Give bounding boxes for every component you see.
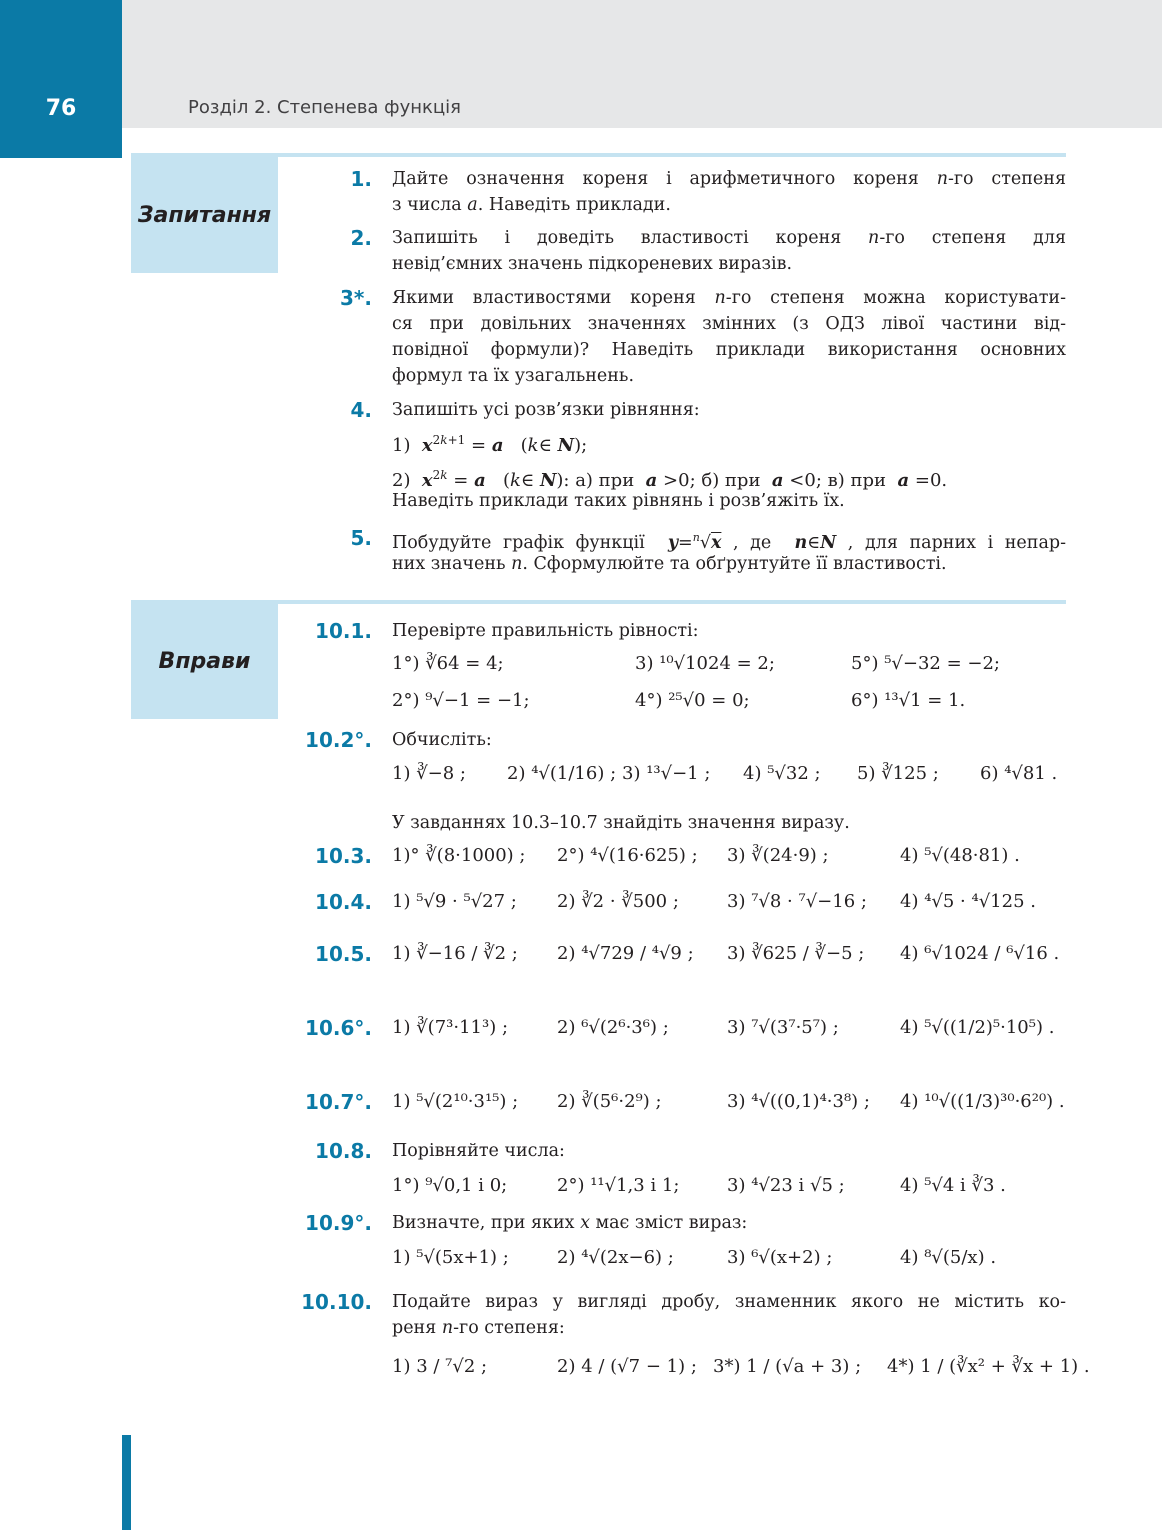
question-line: них значень n. Сформулюйте та обґрунтуйте її властивості.	[392, 554, 947, 574]
exercise-item: 6°) ¹³√1 = 1.	[851, 690, 966, 711]
exercise-item: 1) ∛(7³·11³) ;	[392, 1017, 509, 1038]
exercise-text: Порівняйте числа:	[392, 1141, 565, 1161]
exercise-number: 10.9°.	[305, 1211, 372, 1235]
exercise-item: 1) ⁵√(5x+1) ;	[392, 1247, 509, 1268]
running-head: Розділ 2. Степенева функція	[188, 97, 461, 118]
exercise-item: 3) ⁷√8 · ⁷√−16 ;	[727, 891, 867, 912]
exercise-item: 1°) ⁹√0,1 і 0;	[392, 1175, 508, 1196]
exercise-item: 3) ⁴√23 і √5 ;	[727, 1175, 845, 1196]
question-line: повідної формули)? Наведіть приклади використання основних	[392, 340, 1066, 360]
exercise-item: 2) ⁴√(2x−6) ;	[557, 1247, 674, 1268]
question-line: формул та їх узагальнень.	[392, 366, 635, 386]
header-band	[0, 0, 1162, 128]
exercise-item: 3) ¹³√−1 ;	[622, 763, 711, 784]
exercise-number: 10.1.	[315, 619, 372, 643]
exercise-item: 1) ∛−16 / ∛2 ;	[392, 943, 518, 964]
exercise-item: 6) ⁴√81 .	[980, 763, 1058, 784]
exercise-item: 4) ⁴√5 · ⁴√125 .	[900, 891, 1036, 912]
question-line: невід’ємних значень підкореневих виразів.	[392, 254, 793, 274]
exercise-item: 2) ∛(5⁶·2⁹) ;	[557, 1091, 662, 1112]
question-line: ся при довільних значеннях змінних (з ОДЗ лівої частини від-	[392, 314, 1066, 334]
exercise-item: 3) ⁶√(x+2) ;	[727, 1247, 833, 1268]
exercise-item: 4) ⁵√32 ;	[743, 763, 821, 784]
exercise-item: 4) ⁶√1024 / ⁶√16 .	[900, 943, 1060, 964]
exercise-item: 2) ⁶√(2⁶·3⁶) ;	[557, 1017, 669, 1038]
exercise-item: 4*) 1 / (∛x² + ∛x + 1) .	[887, 1356, 1090, 1377]
exercise-text: реня n-го степеня:	[392, 1318, 565, 1338]
exercise-item: 4) ⁸√(5/x) .	[900, 1247, 997, 1268]
question-line: Запишіть і доведіть властивості кореня n-го степеня для	[392, 228, 1066, 248]
exercise-item: 3) ∛625 / ∛−5 ;	[727, 943, 865, 964]
equation-1: 1) $x^{2k+1} = a$ (k∈ N);	[392, 433, 588, 456]
page-edge-bar	[122, 1435, 131, 1530]
exercise-item: 4) ¹⁰√((1/3)³⁰·6²⁰) .	[900, 1091, 1065, 1112]
exercise-number: 10.5.	[315, 942, 372, 966]
exercise-item: 2°) ¹¹√1,3 і 1;	[557, 1175, 680, 1196]
question-line: Запишіть усі розв’язки рівняння:	[392, 400, 700, 420]
exercise-text: Перевірте правильність рівності:	[392, 621, 699, 641]
questions-title: Запитання	[131, 157, 278, 273]
exercise-item: 1) 3 / ⁷√2 ;	[392, 1356, 488, 1377]
exercise-number: 10.6°.	[305, 1016, 372, 1040]
question-number: 1.	[350, 167, 372, 191]
exercise-item: 1°) ∛64 = 4;	[392, 653, 504, 674]
exercise-number: 10.3.	[315, 844, 372, 868]
exercise-item: 1) ∛−8 ;	[392, 763, 466, 784]
exercises-intro: У завданнях 10.3–10.7 знайдіть значення виразу.	[392, 813, 850, 833]
exercise-item: 2) ⁴√729 / ⁴√9 ;	[557, 943, 694, 964]
exercise-item: 2°) ⁹√−1 = −1;	[392, 690, 530, 711]
page-number: 76	[45, 96, 77, 121]
exercise-number: 10.8.	[315, 1139, 372, 1163]
question-number: 4.	[350, 398, 372, 422]
exercise-number: 10.4.	[315, 890, 372, 914]
question-line: з числа a. Наведіть приклади.	[392, 195, 671, 215]
exercise-item: 3*) 1 / (√a + 3) ;	[713, 1356, 862, 1377]
question-line: Якими властивостями кореня n-го степеня можна користувати-	[392, 288, 1066, 308]
exercise-item: 1) ⁵√(2¹⁰·3¹⁵) ;	[392, 1091, 519, 1112]
exercise-item: 4°) ²⁵√0 = 0;	[635, 690, 750, 711]
exercises-title: Вправи	[131, 604, 278, 719]
exercise-item: 1) ⁵√9 · ⁵√27 ;	[392, 891, 517, 912]
equation-2: 2) $x^{2k} = a$ (k∈ N): а) при a >0; б) при a <0; в) при a =0.	[392, 468, 948, 491]
exercise-item: 5) ∛125 ;	[857, 763, 939, 784]
exercise-item: 4) ⁵√(48·81) .	[900, 845, 1020, 866]
exercise-text: Подайте вираз у вигляді дробу, знаменник якого не містить ко-	[392, 1292, 1066, 1312]
question-line: Дайте означення кореня і арифметичного кореня n-го степеня	[392, 169, 1066, 189]
exercise-item: 2) 4 / (√7 − 1) ;	[557, 1356, 697, 1377]
exercise-number: 10.7°.	[305, 1090, 372, 1114]
exercise-number: 10.10.	[301, 1290, 372, 1314]
exercise-text: Обчисліть:	[392, 730, 492, 750]
question-line: Побудуйте графік функції y=$^n$√x , де n∈N , для парних і непар-	[392, 531, 1067, 553]
page-number-tab	[0, 0, 122, 158]
exercise-item: 2) ∛2 · ∛500 ;	[557, 891, 679, 912]
exercise-item: 3) ⁴√((0,1)⁴·3⁸) ;	[727, 1091, 870, 1112]
exercise-number: 10.2°.	[305, 728, 372, 752]
question-number: 3*.	[340, 286, 372, 310]
exercise-item: 3) ¹⁰√1024 = 2;	[635, 653, 775, 674]
exercise-item: 4) ⁵√((1/2)⁵·10⁵) .	[900, 1017, 1055, 1038]
exercise-item: 3) ∛(24·9) ;	[727, 845, 829, 866]
exercise-item: 1)° ∛(8·1000) ;	[392, 845, 526, 866]
question-number: 2.	[350, 226, 372, 250]
question-number: 5.	[350, 526, 372, 550]
exercise-item: 3) ⁷√(3⁷·5⁷) ;	[727, 1017, 839, 1038]
exercise-item: 2) ⁴√(1/16) ;	[507, 763, 617, 784]
exercise-item: 2°) ⁴√(16·625) ;	[557, 845, 698, 866]
exercise-text: Визначте, при яких x має зміст вираз:	[392, 1213, 748, 1233]
exercise-item: 5°) ⁵√−32 = −2;	[851, 653, 1000, 674]
exercise-item: 4) ⁵√4 і ∛3 .	[900, 1175, 1006, 1196]
question-line: Наведіть приклади таких рівнянь і розв’яжіть їх.	[392, 491, 845, 511]
